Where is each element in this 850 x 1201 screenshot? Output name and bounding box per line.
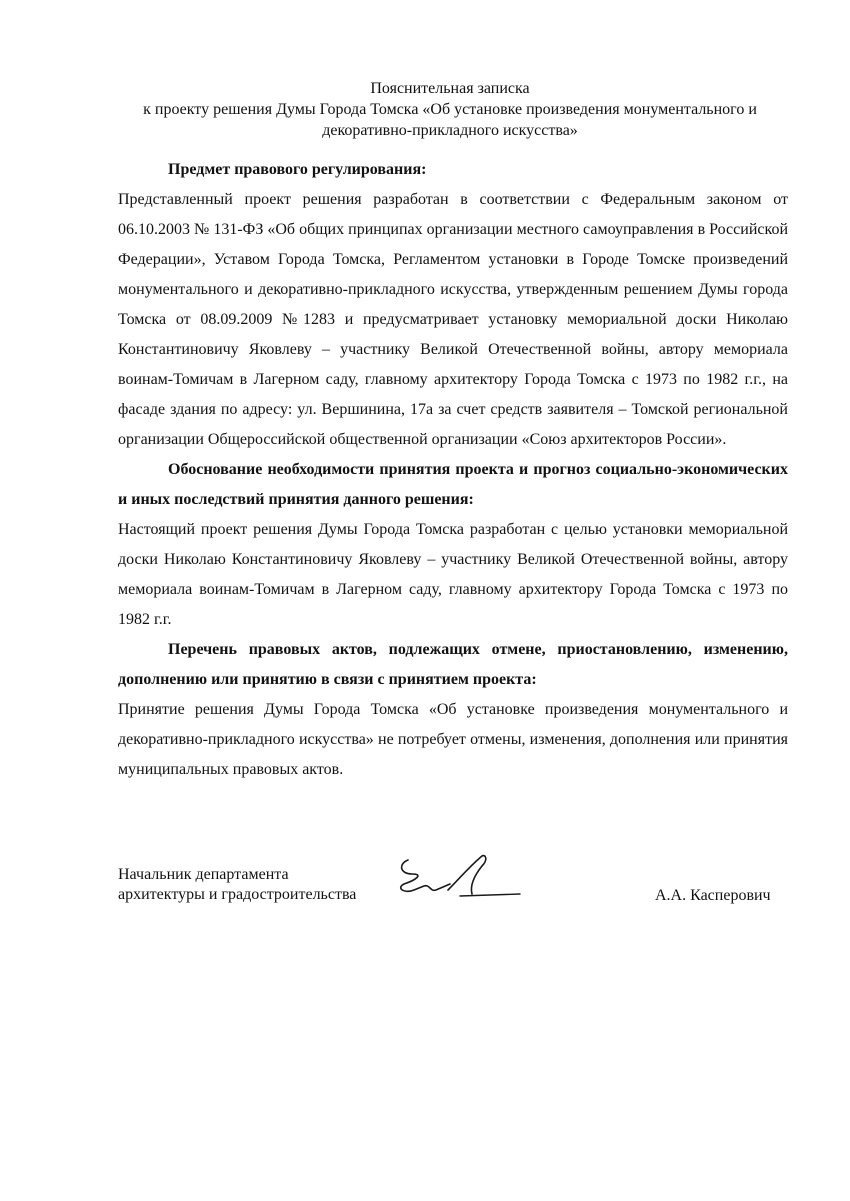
document-title: Пояснительная записка — [370, 80, 530, 97]
signatory-position-line2: архитектуры и градостроительства — [118, 886, 357, 903]
handwritten-signature — [390, 850, 540, 920]
section-text-legal-acts: Принятие решения Думы Города Томска «Об установке произведения монументального и декоративно-прикладного искусства» не потребует отмены, изменения, дополнения или принятия муниципальных правовых актов. — [118, 701, 788, 778]
section-heading-subject: Предмет правового регулирования: — [168, 161, 427, 178]
document-body — [118, 155, 788, 785]
section-heading-legal-acts: Перечень правовых актов, подлежащих отмене, приостановлению, изменению, дополнению или принятию в связи с принятием проекта: — [118, 641, 788, 688]
signatory-position-line1: Начальник департамента — [118, 866, 289, 883]
document-header — [100, 78, 800, 141]
document-subtitle: к проекту решения Думы Города Томска «Об установке произведения монументального и декоративно-прикладного искусства» — [143, 101, 757, 139]
section-text-subject: Представленный проект решения разработан в соответствии с Федеральным законом от 06.10.2003 № 131-ФЗ «Об общих принципах организации местного самоуправления в Российской Федерации», Уставом Города Томска, Регламентом установки в Городе Томске произведений монументального и декоративно-прикладного искусства, утвержденным решением Думы города Томска от 08.09.2009 №1283 и предусматривает установку мемориальной доски Николаю Константиновичу Яковлеву – участнику Великой Отечественной войны, автору мемориала воинам-Томичам в Лагерном саду, главному архитектору Города Томска с 1973 по 1982 г.г., на фасаде здания по адресу: ул. Вершинина, 17а за счет средств заявителя – Томской региональной организации Общероссийской общественной организации «Союз архитекторов России». — [118, 191, 788, 448]
signatory-name: А.А. Касперович — [655, 887, 771, 904]
section-text-justification: Настоящий проект решения Думы Города Томска разработан с целью установки мемориальной доски Николаю Константиновичу Яковлеву – участнику Великой Отечественной войны, автору мемориала воинам-Томичам в Лагерном саду, главному архитектору Города Томска с 1973 по 1982 г.г. — [118, 521, 788, 628]
section-heading-justification: Обоснование необходимости принятия проекта и прогноз социально-экономических и иных последствий принятия данного решения: — [118, 461, 788, 508]
signatory-position — [118, 865, 356, 905]
